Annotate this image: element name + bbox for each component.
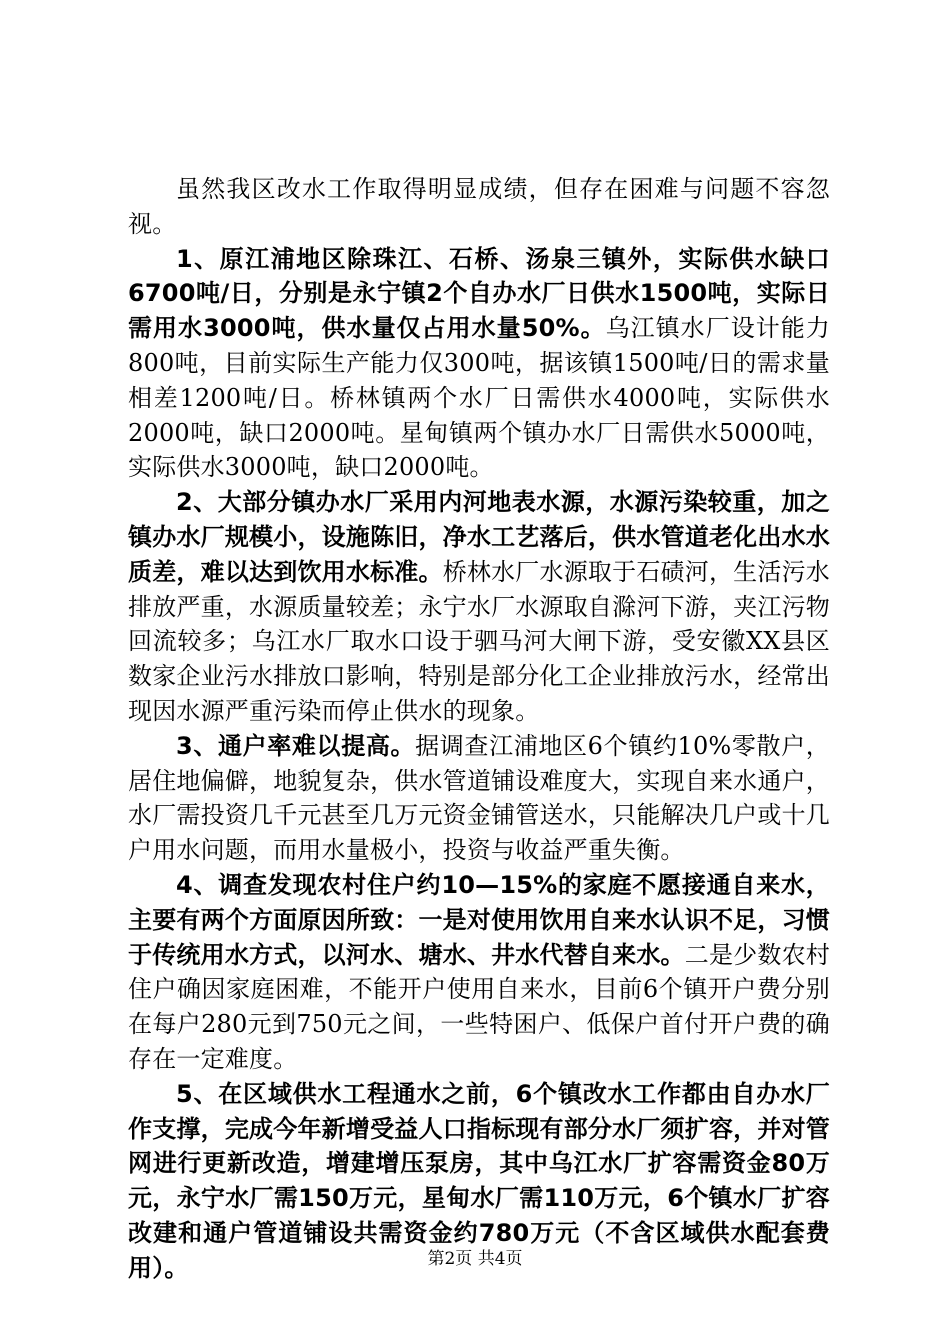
paragraph-bold-text: 1、原江浦地区除珠江、石桥、汤泉三镇外，实际供水缺口6700吨/日，分别是永宁镇2个自办水厂日供水1500吨，实际日需用水3000吨，供水量仅占用水量50%。 — [128, 244, 830, 343]
page-footer — [0, 1244, 950, 1269]
paragraph-item-3 — [128, 729, 830, 868]
paragraph-item-1 — [128, 242, 830, 486]
paragraph-normal-text: 二是少数农村住户确因家庭困难，不能开户使用自来水，目前6个镇开户费分别在每户280元到750元之间，一些特困户、低保户首付开户费的确存在一定难度。 — [128, 940, 830, 1073]
paragraph-normal-text: 乌江镇水厂设计能力800吨，目前实际生产能力仅300吨，据该镇1500吨/日的需求量相差1200吨/日。桥林镇两个水厂日需供水4000吨，实际供水2000吨，缺口2000吨。星甸镇两个镇办水厂日需供水5000吨，实际供水3000吨，缺口2000吨。 — [128, 314, 830, 482]
document-body — [128, 172, 830, 1286]
paragraph-normal-text: 虽然我区改水工作取得明显成绩，但存在困难与问题不容忽视。 — [128, 175, 830, 238]
page-number-label: 第2页 共4页 — [427, 1249, 523, 1269]
paragraph-item-2 — [128, 485, 830, 729]
paragraph-bold-text: 2、大部分镇办水厂采用内河地表水源，水源污染较重，加之镇办水厂规模小，设施陈旧，净水工艺落后，供水管道老化出水水质差，难以达到饮用水标准。 — [128, 488, 830, 586]
paragraph-bold-text: 5、在区域供水工程通水之前，6个镇改水工作都由自办水厂作支撑，完成今年新增受益人口指标现有部分水厂须扩容，并对管网进行更新改造，增建增压泵房，其中乌江水厂扩容需资金80万元，永宁水厂需150万元，星甸水厂需110万元，6个镇水厂扩容改建和通户管道铺设共需资金约780万元（不含区域供水配套费用）。 — [128, 1079, 830, 1282]
paragraph-normal-text: 据调查江浦地区6个镇约10%零散户，居住地偏僻，地貌复杂，供水管道铺设难度大，实现自来水通户，水厂需投资几千元甚至几万元资金铺管送水，只能解决几户或十几户用水问题，而用水量极小，投资与收益严重失衡。 — [128, 731, 830, 865]
paragraph-intro — [128, 172, 830, 242]
paragraph-bold-text: 4、调查发现农村住户约10—15%的家庭不愿接通自来水，主要有两个方面原因所致：一是对使用饮用自来水认识不足，习惯于传统用水方式，以河水、塘水、井水代替自来水。 — [128, 870, 830, 969]
paragraph-item-4 — [128, 868, 830, 1077]
paragraph-bold-text: 3、通户率难以提高。 — [176, 731, 416, 760]
paragraph-normal-text: 桥林水厂水源取于石碛河，生活污水排放严重，水源质量较差；永宁水厂水源取自滁河下游，夹江污物回流较多；乌江水厂取水口设于驷马河大闸下游，受安徽XX县区数家企业污水排放口影响，特别是部分化工企业排放污水，经常出现因水源严重污染而停止供水的现象。 — [128, 557, 830, 725]
